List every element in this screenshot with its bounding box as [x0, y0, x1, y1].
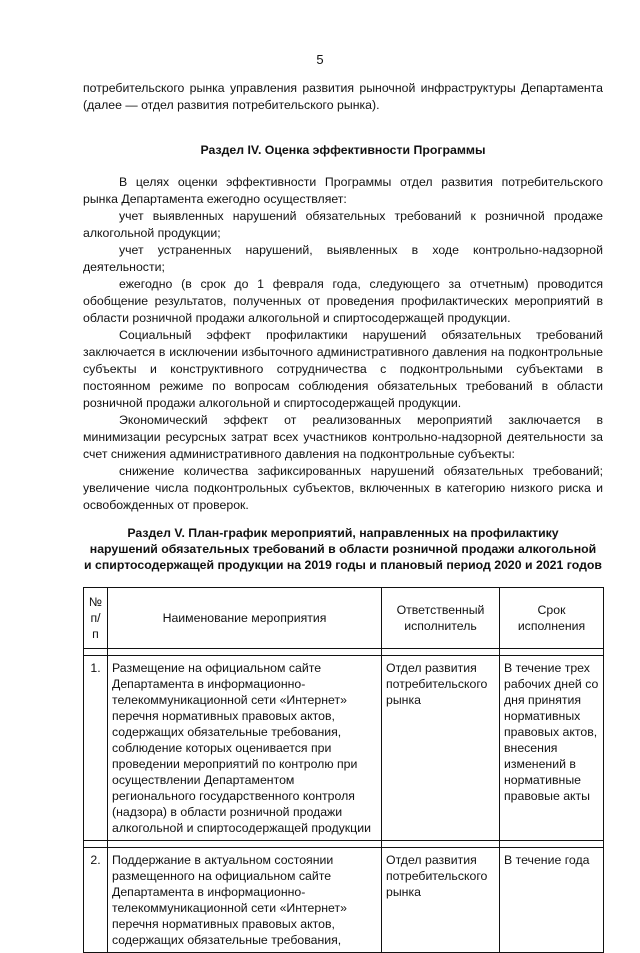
row-responsible: Отдел развития потребительского рынка: [382, 656, 500, 841]
row-deadline: В течение трех рабочих дней со дня принятия нормативных правовых актов, внесения изменений в нормативные правовые акты: [500, 656, 604, 841]
table-row: [84, 656, 604, 841]
row-deadline: В течение года: [500, 848, 604, 953]
header-num: № п/п: [84, 588, 108, 649]
section-5-title: [83, 525, 603, 573]
table-gap-row: [84, 649, 604, 656]
header-deadline: Срок исполнения: [500, 588, 604, 649]
paragraph: учет устраненных нарушений, выявленных в ходе контрольно-надзорной деятельности;: [83, 243, 603, 274]
row-name: Размещение на официальном сайте Департамента в информационно-телекоммуникационной сети «Интернет» перечня нормативных правовых актов, содержащих обязательные требования, соблюдение которых оценивается при проведении мероприятий по контролю при осуществлении Департаментом регионального государственного контроля (надзора) в области розничной продажи алкогольной и спиртосодержащей продукции: [108, 656, 382, 841]
section-4-title: Раздел IV. Оценка эффективности Программы: [200, 143, 486, 157]
header-name: Наименование мероприятия: [108, 588, 382, 649]
section-5-title-line: нарушений обязательных требований в области розничной продажи алкогольной: [89, 542, 597, 556]
paragraph: ежегодно (в срок до 1 февраля года, следующего за отчетным) проводится обобщение результатов, полученных от проведения профилактических мероприятий в области розничной продажи алкогольной и спиртосодержащей продукции.: [83, 277, 603, 325]
row-num: 1.: [84, 656, 108, 841]
table-gap-row: [84, 841, 604, 848]
paragraph: Экономический эффект от реализованных мероприятий заключается в минимизации ресурсных затрат всех участников контрольно-надзорной деятельности за счет снижения административного давления на подконтрольные субъекты:: [83, 413, 603, 461]
page-number: 5: [316, 52, 324, 67]
intro-paragraph: потребительского рынка управления развития рыночной инфраструктуры Департамента (далее — отдел развития потребительского рынка).: [83, 81, 603, 112]
row-num: 2.: [84, 848, 108, 953]
section-5-title-line: и спиртосодержащей продукции на 2019 годы и плановый период 2020 и 2021 годов: [84, 558, 602, 572]
table-row: [84, 848, 604, 953]
paragraph: учет выявленных нарушений обязательных требований к розничной продаже алкогольной продукции;: [83, 209, 603, 240]
paragraph: снижение количества зафиксированных нарушений обязательных требований; увеличение числа подконтрольных субъектов, включенных в категорию низкого риска и освобожденных от проверок.: [83, 464, 603, 512]
paragraph: Социальный эффект профилактики нарушений обязательных требований заключается в исключении избыточного административного давления на подконтрольные субъекты и конструктивного сотрудничества с подконтрольными субъектами в постоянном режиме по вопросам соблюдения обязательных требований в области розничной продажи алкогольной и спиртосодержащей продукции.: [83, 328, 603, 410]
section-5-title-line: Раздел V. План-график мероприятий, направленных на профилактику: [127, 526, 559, 540]
document-body: [83, 80, 603, 953]
row-name: Поддержание в актуальном состоянии размещенного на официальном сайте Департамента в информационно-телекоммуникационной сети «Интернет» перечня нормативных правовых актов, содержащих обязательные требования,: [108, 848, 382, 953]
row-responsible: Отдел развития потребительского рынка: [382, 848, 500, 953]
plan-table: [83, 587, 604, 953]
table-header-row: [84, 588, 604, 649]
header-responsible: Ответственный исполнитель: [382, 588, 500, 649]
paragraph: В целях оценки эффективности Программы отдел развития потребительского рынка Департамента ежегодно осуществляет:: [83, 175, 603, 206]
